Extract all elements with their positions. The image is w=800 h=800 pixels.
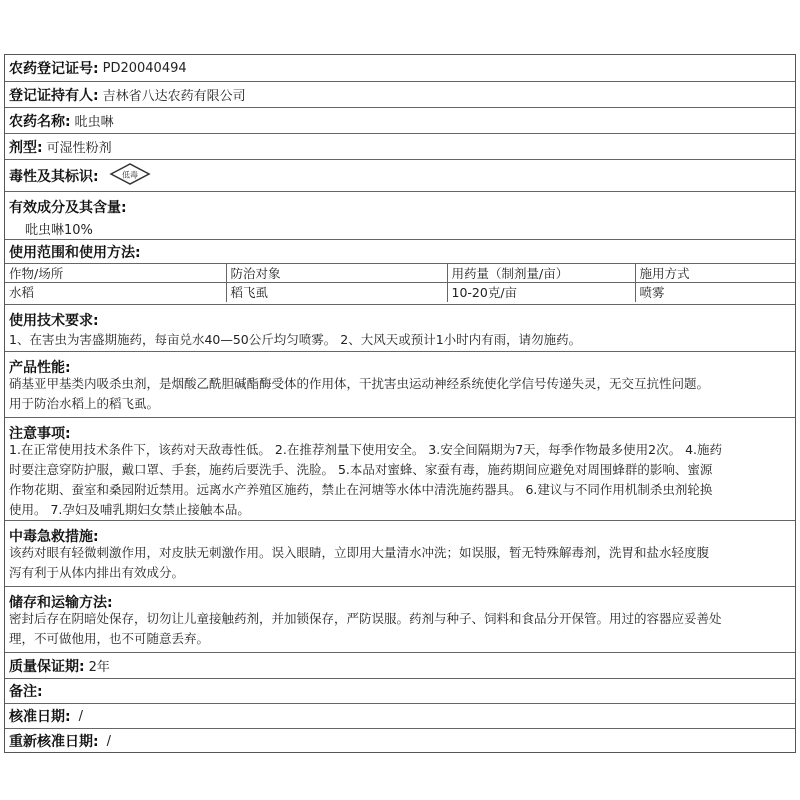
shelf-value: 2年 — [88, 660, 110, 675]
text-line: 密封后存在阴暗处保存，切勿让儿童接触药剂，并加锁保存，严防误服。药剂与种子、饲料和食品分开保管。用过的容器应妥善处 — [9, 611, 722, 626]
table-cell: 喷雾 — [635, 283, 795, 302]
text-line: 1.在正常使用技术条件下，该药对天敌毒性低。 2.在推荐剂量下使用安全。 3.安全间隔期为7天，每季作物最多使用2次。 4.施药 — [9, 442, 723, 457]
text-line: 硝基亚甲基类内吸杀虫剂，是烟酸乙酰胆碱酯酶受体的作用体，干扰害虫运动神经系统使化学信号传递失灵，无交互抗性问题。 — [9, 376, 710, 391]
approve-value: / — [78, 708, 83, 724]
usage-label-row — [5, 240, 795, 263]
holder-row — [5, 82, 795, 108]
table-header-row — [5, 264, 795, 283]
ingredient-value: 吡虫啉10% — [25, 223, 93, 238]
table-row — [5, 283, 795, 302]
ingredient-label: 有效成分及其含量: — [9, 200, 127, 216]
storage-label: 储存和运输方法: — [9, 595, 113, 611]
technique-row — [5, 304, 795, 352]
first-aid-text — [9, 543, 713, 583]
reapprove-row — [5, 729, 795, 753]
remark-row — [5, 679, 795, 704]
form-label: 剂型: — [9, 139, 43, 156]
pesticide-label-sheet — [4, 54, 796, 753]
toxicity-label: 毒性及其标识: — [9, 168, 99, 185]
technique-label: 使用技术要求: — [9, 313, 99, 329]
performance-row — [5, 352, 795, 418]
technique-text: 1、在害虫为害盛期施药，每亩兑水40—50公斤均匀喷雾。 2、大风天或预计1小时内有雨，请勿施药。 — [9, 332, 582, 347]
performance-label: 产品性能: — [9, 360, 71, 376]
reapprove-label: 重新核准日期: — [9, 734, 99, 750]
table-header-cell: 用药量（制剂量/亩） — [447, 264, 635, 283]
shelf-row — [5, 653, 795, 679]
text-line: 作物花期、蚕室和桑园附近禁用。远离水产养殖区施药，禁止在河塘等水体中清洗施药器具。 6.建议与不同作用机制杀虫剂轮换 — [9, 482, 713, 497]
notes-text — [9, 440, 726, 520]
toxicity-row — [5, 160, 795, 192]
text-line: 使用。 7.孕妇及哺乳期妇女禁止接触本品。 — [9, 502, 250, 517]
table-header-cell: 作物/场所 — [5, 264, 226, 283]
remark-label: 备注: — [9, 684, 43, 700]
storage-row — [5, 587, 795, 653]
approve-row — [5, 704, 795, 729]
text-line: 用于防治水稻上的稻飞虱。 — [9, 396, 160, 411]
table-header-cell: 施用方式 — [635, 264, 795, 283]
text-line: 时要注意穿防护服，戴口罩、手套，施药后要洗手、洗脸。 5.本品对蜜蜂、家蚕有毒，施药期间应避免对周围蜂群的影响、蜜源 — [9, 462, 713, 477]
notes-row — [5, 418, 795, 521]
text-line: 理，不可做他用，也不可随意丢弃。 — [9, 631, 210, 646]
approve-label: 核准日期: — [9, 709, 71, 725]
text-line: 泻有利于从体内排出有效成分。 — [9, 565, 185, 580]
shelf-label: 质量保证期: — [9, 658, 85, 675]
table-cell: 10-20克/亩 — [447, 283, 635, 302]
name-value: 吡虫啉 — [74, 115, 114, 130]
reapprove-value: / — [106, 733, 111, 749]
badge-text: 低毒 — [121, 170, 138, 179]
storage-text — [9, 609, 726, 649]
usage-label: 使用范围和使用方法: — [9, 244, 141, 261]
form-value: 可湿性粉剂 — [46, 141, 112, 156]
name-row — [5, 108, 795, 134]
performance-text — [9, 374, 713, 414]
usage-table — [5, 263, 795, 302]
table-header-cell: 防治对象 — [226, 264, 447, 283]
text-line: 该药对眼有轻微刺激作用，对皮肤无刺激作用。误入眼睛，立即用大量清水冲洗；如误服，暂无特殊解毒剂，洗胃和盐水轻度腹 — [9, 545, 710, 560]
first-aid-label: 中毒急救措施: — [9, 529, 99, 545]
reg-no-label: 农药登记证号: — [9, 61, 99, 77]
table-cell: 稻飞虱 — [226, 283, 447, 302]
name-label: 农药名称: — [9, 113, 71, 130]
form-row — [5, 134, 795, 160]
notes-label: 注意事项: — [9, 426, 71, 442]
reg-no-row — [5, 55, 795, 82]
holder-label: 登记证持有人: — [9, 87, 99, 104]
holder-value: 吉林省八达农药有限公司 — [102, 89, 246, 104]
table-cell: 水稻 — [5, 283, 226, 302]
first-aid-row — [5, 521, 795, 587]
reg-no-value: PD20040494 — [102, 60, 187, 76]
low-toxicity-badge-icon — [109, 162, 151, 190]
ingredient-row — [5, 192, 795, 240]
